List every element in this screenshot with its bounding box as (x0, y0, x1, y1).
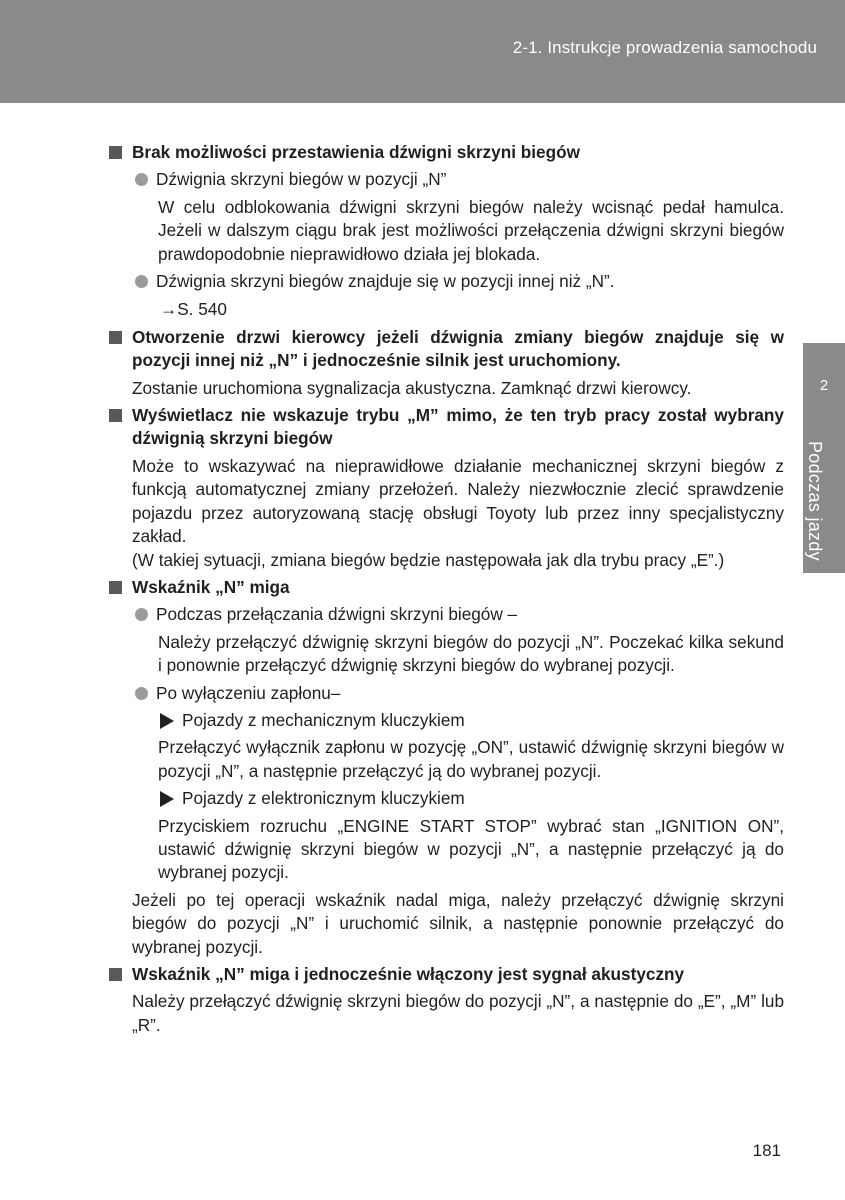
paragraph-note: (W takiej sytuacji, zmiana biegów będzie następowała jak dla trybu pracy „E”.) (132, 549, 725, 570)
triangle-bullet-icon (160, 713, 174, 729)
square-bullet-icon (109, 409, 122, 422)
list-item-text: Po wyłączeniu zapłonu– (156, 682, 341, 703)
chapter-number: 2 (819, 377, 829, 394)
circle-bullet-icon (135, 687, 148, 700)
square-bullet-icon (109, 968, 122, 981)
circle-bullet-icon (135, 275, 148, 288)
list-item (108, 682, 784, 705)
section-heading (108, 141, 784, 164)
sub-list-item (108, 787, 784, 810)
list-item-text: Podczas przełączania dźwigni skrzyni biegów – (156, 604, 518, 625)
paragraph: W celu odblokowania dźwigni skrzyni biegów należy wcisnąć pedał hamulca. Jeżeli w dalszym ciągu brak jest możliwości przełączenia dźwigni skrzyni biegów prawdopodobnie nieprawidłowo działa jej blokada. (158, 196, 784, 264)
section-heading-text: Brak możliwości przestawienia dźwigni skrzyni biegów (132, 142, 580, 162)
list-item (108, 270, 784, 293)
square-bullet-icon (109, 146, 122, 159)
paragraph: Jeżeli po tej operacji wskaźnik nadal miga, należy przełączyć dźwignię skrzyni biegów do pozycji „N” i uruchomić silnik, a następnie ponownie przełączyć do wybranej pozycji. (132, 889, 784, 957)
section-heading (108, 576, 784, 599)
paragraph: Należy przełączyć dźwignię skrzyni biegów do pozycji „N”, a następnie do „E”, „M” lub „R”. (132, 991, 784, 1035)
page-number: 181 (752, 1141, 781, 1160)
sub-list-item (108, 709, 784, 732)
paragraph: Należy przełączyć dźwignię skrzyni biegów do pozycji „N”. Poczekać kilka sekund i ponownie przełączyć dźwignię skrzyni biegów do wybranej pozycji. (158, 631, 784, 676)
chapter-title: 2-1. Instrukcje prowadzenia samochodu (512, 38, 817, 57)
page-header (0, 0, 845, 103)
square-bullet-icon (109, 331, 122, 344)
section-heading (108, 404, 784, 451)
section-heading (108, 963, 784, 986)
sub-list-item-text: Pojazdy z mechanicznym kluczykiem (182, 709, 465, 730)
list-item (108, 168, 784, 191)
page-content (108, 137, 784, 1037)
list-item-text: Dźwignia skrzyni biegów w pozycji „N” (156, 169, 447, 190)
square-bullet-icon (109, 581, 122, 594)
sub-list-item-text: Pojazdy z elektronicznym kluczykiem (182, 788, 465, 809)
circle-bullet-icon (135, 608, 148, 621)
paragraph: Zostanie uruchomiona sygnalizacja akustyczna. Zamknąć drzwi kierowcy. (132, 377, 692, 398)
circle-bullet-icon (135, 173, 148, 186)
triangle-bullet-icon (160, 791, 174, 807)
section-heading-text: Otworzenie drzwi kierowcy jeżeli dźwignia zmiany biegów znajduje się w pozycji innej niż „N” i jednocześnie silnik jest uruchomiony. (132, 326, 784, 371)
paragraph: Przyciskiem rozruchu „ENGINE START STOP” wybrać stan „IGNITION ON”, ustawić dźwignię skrzyni biegów w pozycji „N”, a następnie przełączyć ją do wybranej pozycji. (158, 815, 784, 883)
section-heading-text: Wyświetlacz nie wskazuje trybu „M” mimo, że ten tryb pracy został wybrany dźwignią skrzyni biegów (132, 405, 784, 449)
list-item-text: Dźwignia skrzyni biegów znajduje się w pozycji innej niż „N”. (156, 271, 615, 292)
section-heading-text: Wskaźnik „N” miga i jednocześnie włączony jest sygnał akustyczny (132, 964, 685, 984)
chapter-side-tab (803, 343, 845, 573)
section-heading-text: Wskaźnik „N” miga (132, 576, 290, 597)
chapter-label: Podczas jazdy (805, 441, 825, 561)
page-reference-link[interactable]: →S. 540 (160, 299, 227, 320)
paragraph: Przełączyć wyłącznik zapłonu w pozycję „ON”, ustawić dźwignię skrzyni biegów w pozycji „N”, a następnie przełączyć ją do wybranej pozycji. (158, 737, 784, 781)
paragraph: Może to wskazywać na nieprawidłowe działanie mechanicznej skrzyni biegów z funkcją automatycznej zmiany przełożeń. Należy niezwłocznie zlecić sprawdzenie pojazdu przez autoryzowaną stację obsługi Toyoty lub przez inny specjalistyczny zakład. (132, 455, 784, 547)
section-heading (108, 326, 784, 373)
list-item (108, 603, 784, 626)
